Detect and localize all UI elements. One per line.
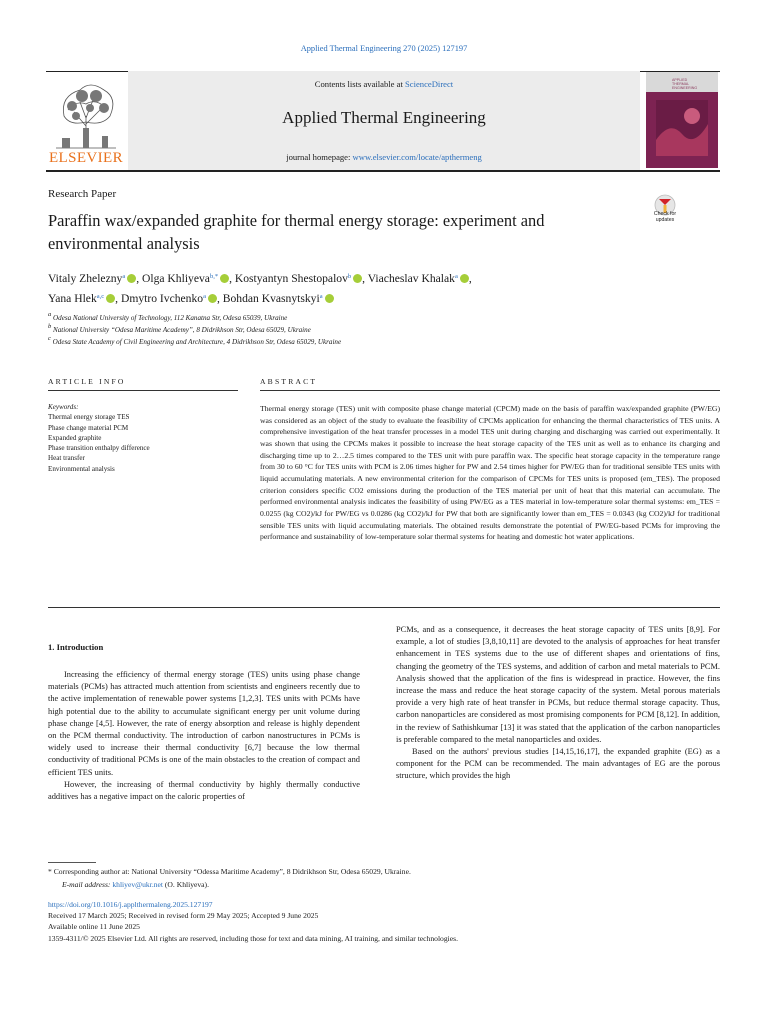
author-separator: , (115, 292, 121, 305)
section-heading-introduction: 1. Introduction (48, 642, 104, 652)
affiliation-mark: c (48, 335, 51, 342)
author-name[interactable]: Viacheslav Khalak (367, 272, 455, 285)
affiliation-text: Odesa State Academy of Civil Engineering and Architecture, 4 Didrikhson Str, Odesa 65029, Ukraine (52, 338, 342, 346)
contents-line (128, 79, 640, 89)
keyword: Environmental analysis (48, 464, 115, 473)
authors-line-2 (48, 288, 708, 308)
journal-homepage (128, 152, 640, 162)
corresponding-author-note: * Corresponding author at: National University “Odessa Maritime Academy”, 8 Didrikhson Str, Odesa 65029, Ukraine. (48, 867, 411, 876)
keyword: Thermal energy storage TES (48, 413, 130, 422)
author-separator: , (468, 272, 472, 285)
orcid-icon[interactable] (460, 274, 469, 283)
check-for-updates-label: Check for updates (653, 211, 677, 223)
publisher-wordmark: ELSEVIER (48, 150, 124, 166)
author-separator: , (362, 272, 368, 285)
homepage-prefix: journal homepage: (286, 152, 353, 162)
orcid-icon[interactable] (106, 294, 115, 303)
keywords-label: Keywords: (48, 403, 79, 411)
author-affiliation-mark[interactable]: a (122, 273, 126, 280)
body-paragraph: However, the increasing of thermal conductivity by highly thermally conductive additives has a negative impact on the caloric properties of (48, 779, 360, 802)
copyright-line: 1359-4311/© 2025 Elsevier Ltd. All rights are reserved, including those for text and data mining, AI training, and similar technologies. (48, 933, 458, 943)
author-name[interactable]: Vitaly Zhelezny (48, 272, 123, 285)
author-separator: , (136, 272, 142, 285)
author-affiliation-mark[interactable]: a (203, 293, 206, 300)
author-affiliation-mark[interactable]: a (319, 293, 323, 300)
abstract-bottom-rule (48, 607, 720, 608)
affiliation-mark: a (48, 311, 52, 318)
author-affiliation-mark[interactable]: a,c (96, 293, 105, 300)
abstract-heading: ABSTRACT (260, 377, 318, 386)
doi-link[interactable]: https://doi.org/10.1016/j.applthermaleng.2025.127197 (48, 900, 213, 909)
footnote-rule (48, 862, 96, 863)
affiliation-b (48, 323, 311, 334)
author-separator: , (229, 272, 235, 285)
received-dates: Received 17 March 2025; Received in revised form 29 May 2025; Accepted 9 June 2025 (48, 911, 319, 921)
sciencedirect-link[interactable]: ScienceDirect (405, 79, 454, 89)
email-link[interactable]: khliyev@ukr.net (112, 880, 163, 889)
author-affiliation-mark[interactable]: b,* (209, 273, 219, 280)
author-list (48, 268, 708, 308)
affiliation-c (48, 335, 341, 346)
author-name[interactable]: Bohdan Kvasnytskyi (222, 292, 320, 305)
body-left-column (48, 669, 360, 803)
body-paragraph: Increasing the efficiency of thermal energy storage (TES) units using phase change materials (PCMs) has attracted much attention from scientists and engineers recently due to the active implementation of renewable power systems [1,2,3]. TES units with PCMs have high potential due to the ability to accumulate significant energy per unit volume during phase change [4,5]. However, the rate of energy absorption and release is highly dependent on the PCM thermal conductivity. The introduction of carbon nanostructures in PCMs is widely used to increase their thermal conductivity [6,7] because the low thermal conductivity of traditional PCMs is one of the main obstacles to the creation of compact and efficient TES units. (48, 670, 360, 777)
abstract-rule (260, 390, 720, 391)
affiliation-text: National University “Odesa Maritime Academy”, 8 Didrikhson Str, Odesa 65029, Ukraine (53, 326, 311, 334)
author-name[interactable]: Kostyantyn Shestopalov (234, 272, 348, 285)
keyword: Phase transition enthalpy difference (48, 444, 150, 453)
journal-cover-thumbnail[interactable] (646, 72, 718, 168)
article-metadata (48, 899, 458, 944)
keywords-block (48, 402, 238, 474)
article-info-heading: ARTICLE INFO (48, 377, 126, 386)
affiliation-a (48, 311, 287, 322)
email-label: E-mail address: (62, 880, 113, 889)
article-info-rule (48, 390, 238, 391)
authors-line-1 (48, 268, 708, 288)
email-note (62, 880, 209, 889)
cover-title: APPLIED THERMAL ENGINEERING (672, 78, 698, 90)
header-bottom-rule (46, 170, 720, 172)
author-separator: , (216, 292, 223, 305)
journal-reference[interactable]: Applied Thermal Engineering 270 (2025) 127197 (300, 44, 468, 53)
author-name[interactable]: Yana Hlek (48, 292, 97, 305)
affiliation-text: Odesa National University of Technology, 112 Kanatna Str, Odesa 65039, Ukraine (53, 314, 288, 322)
keyword: Phase change material PCM (48, 423, 129, 432)
keyword: Heat transfer (48, 454, 85, 463)
author-affiliation-mark[interactable]: a (454, 273, 458, 280)
orcid-icon[interactable] (325, 294, 334, 303)
article-type: Research Paper (48, 188, 117, 200)
journal-title: Applied Thermal Engineering (282, 108, 486, 127)
orcid-icon[interactable] (220, 274, 229, 283)
body-right-column (396, 624, 720, 783)
body-paragraph: PCMs, and as a consequence, it decreases the heat storage capacity of TES units [8,9]. For example, a lot of studies [3,8,10,11] are devoted to the analysis of approaches for heat transfer enhancement in TES systems due to the use of different shapes and orientations of fins, changing the geometry of the TES systems, and addition of carbon and metal materials to PCM. Analysis showed that the application of the fins is widespread in practice. However, the fins increase the mass and reduce the heat storage capacity of the system. Metal porous materials provide a very high rate of heat transfer in PCMs, but reduce thermal storage capacity. Thus, carbon nanoparticles are considered as most promising components for PCM [8,12]. In addition, in the review of Sathishkumar [13] it was stated that the application of the carbon nanoparticles is preferable compared to the metal nanoparticles and oxides. (396, 625, 720, 744)
orcid-icon[interactable] (127, 274, 136, 283)
author-name[interactable]: Olga Khliyeva (142, 272, 210, 285)
contents-prefix: Contents lists available at (314, 79, 405, 89)
orcid-icon[interactable] (353, 274, 362, 283)
article-title: Paraffin wax/expanded graphite for thermal energy storage: experiment and environmental analysis (48, 211, 545, 253)
online-date: Available online 11 June 2025 (48, 922, 140, 932)
email-suffix: (O. Khliyeva). (163, 880, 209, 889)
orcid-icon[interactable] (208, 294, 217, 303)
cover-artwork (656, 100, 708, 156)
keyword: Expanded graphite (48, 433, 102, 442)
abstract-text: Thermal energy storage (TES) unit with composite phase change material (CPCM) made on the basis of paraffin wax/expanded graphite (PW/EG) was considered as an object of the study to evaluate the feasibility of CPCMs application for enhancing the thermal characteristics of TES units. A comprehensive investigation of the heat transfer processes in a model TES unit during charging and discharging was carried out experimentally. It was shown that using the CPCMs makes it possible to increase the heat storage capacity of the TES unit as well as to enhance its charging and discharging time up to 2…2.5 times compared to the TES unit with pure paraffin wax. The specific heat storage capacity in the temperature range from 30 to 60 °C for TES units with PCM is 2.06 times higher for PW and 2.54 times higher for PW/EG than for traditional sensible TES units with liquid accumulating materials. A new environmental criterion for the comparison of CPCMs for TES units is proposed (em_TES). The proposed criterion considers specific CO2 emissions during the production of the TES material per unit of heat that this material can accumulate. The performed environmental analysis indicates the feasibility of using PW/EG as a TES material in low-temperature solar thermal systems: em_TES = 0.0255 (kg CO2)/kJ for PW/EG vs 0.0286 (kg CO2)/kJ for PW that both are significantly lower than em_TES = 0.0343 (kg CO2)/kJ for traditional sensible TES units with liquid accumulating materials. The obtained results demonstrate the potential of PW/EG-based PCMs for improving the performance and sustainability of low-temperature solar thermal systems for heating and domestic hot water applications. (260, 404, 720, 542)
affiliation-mark: b (48, 323, 52, 330)
author-affiliation-mark[interactable]: b (347, 273, 352, 280)
homepage-link[interactable]: www.elsevier.com/locate/apthermeng (352, 152, 482, 162)
author-name[interactable]: Dmytro Ivchenko (120, 292, 204, 305)
body-paragraph: Based on the authors' previous studies [14,15,16,17], the expanded graphite (EG) as a component for the PCM can be recommended. The main advantages of EG are the porous structure, which provides the high (396, 747, 720, 781)
